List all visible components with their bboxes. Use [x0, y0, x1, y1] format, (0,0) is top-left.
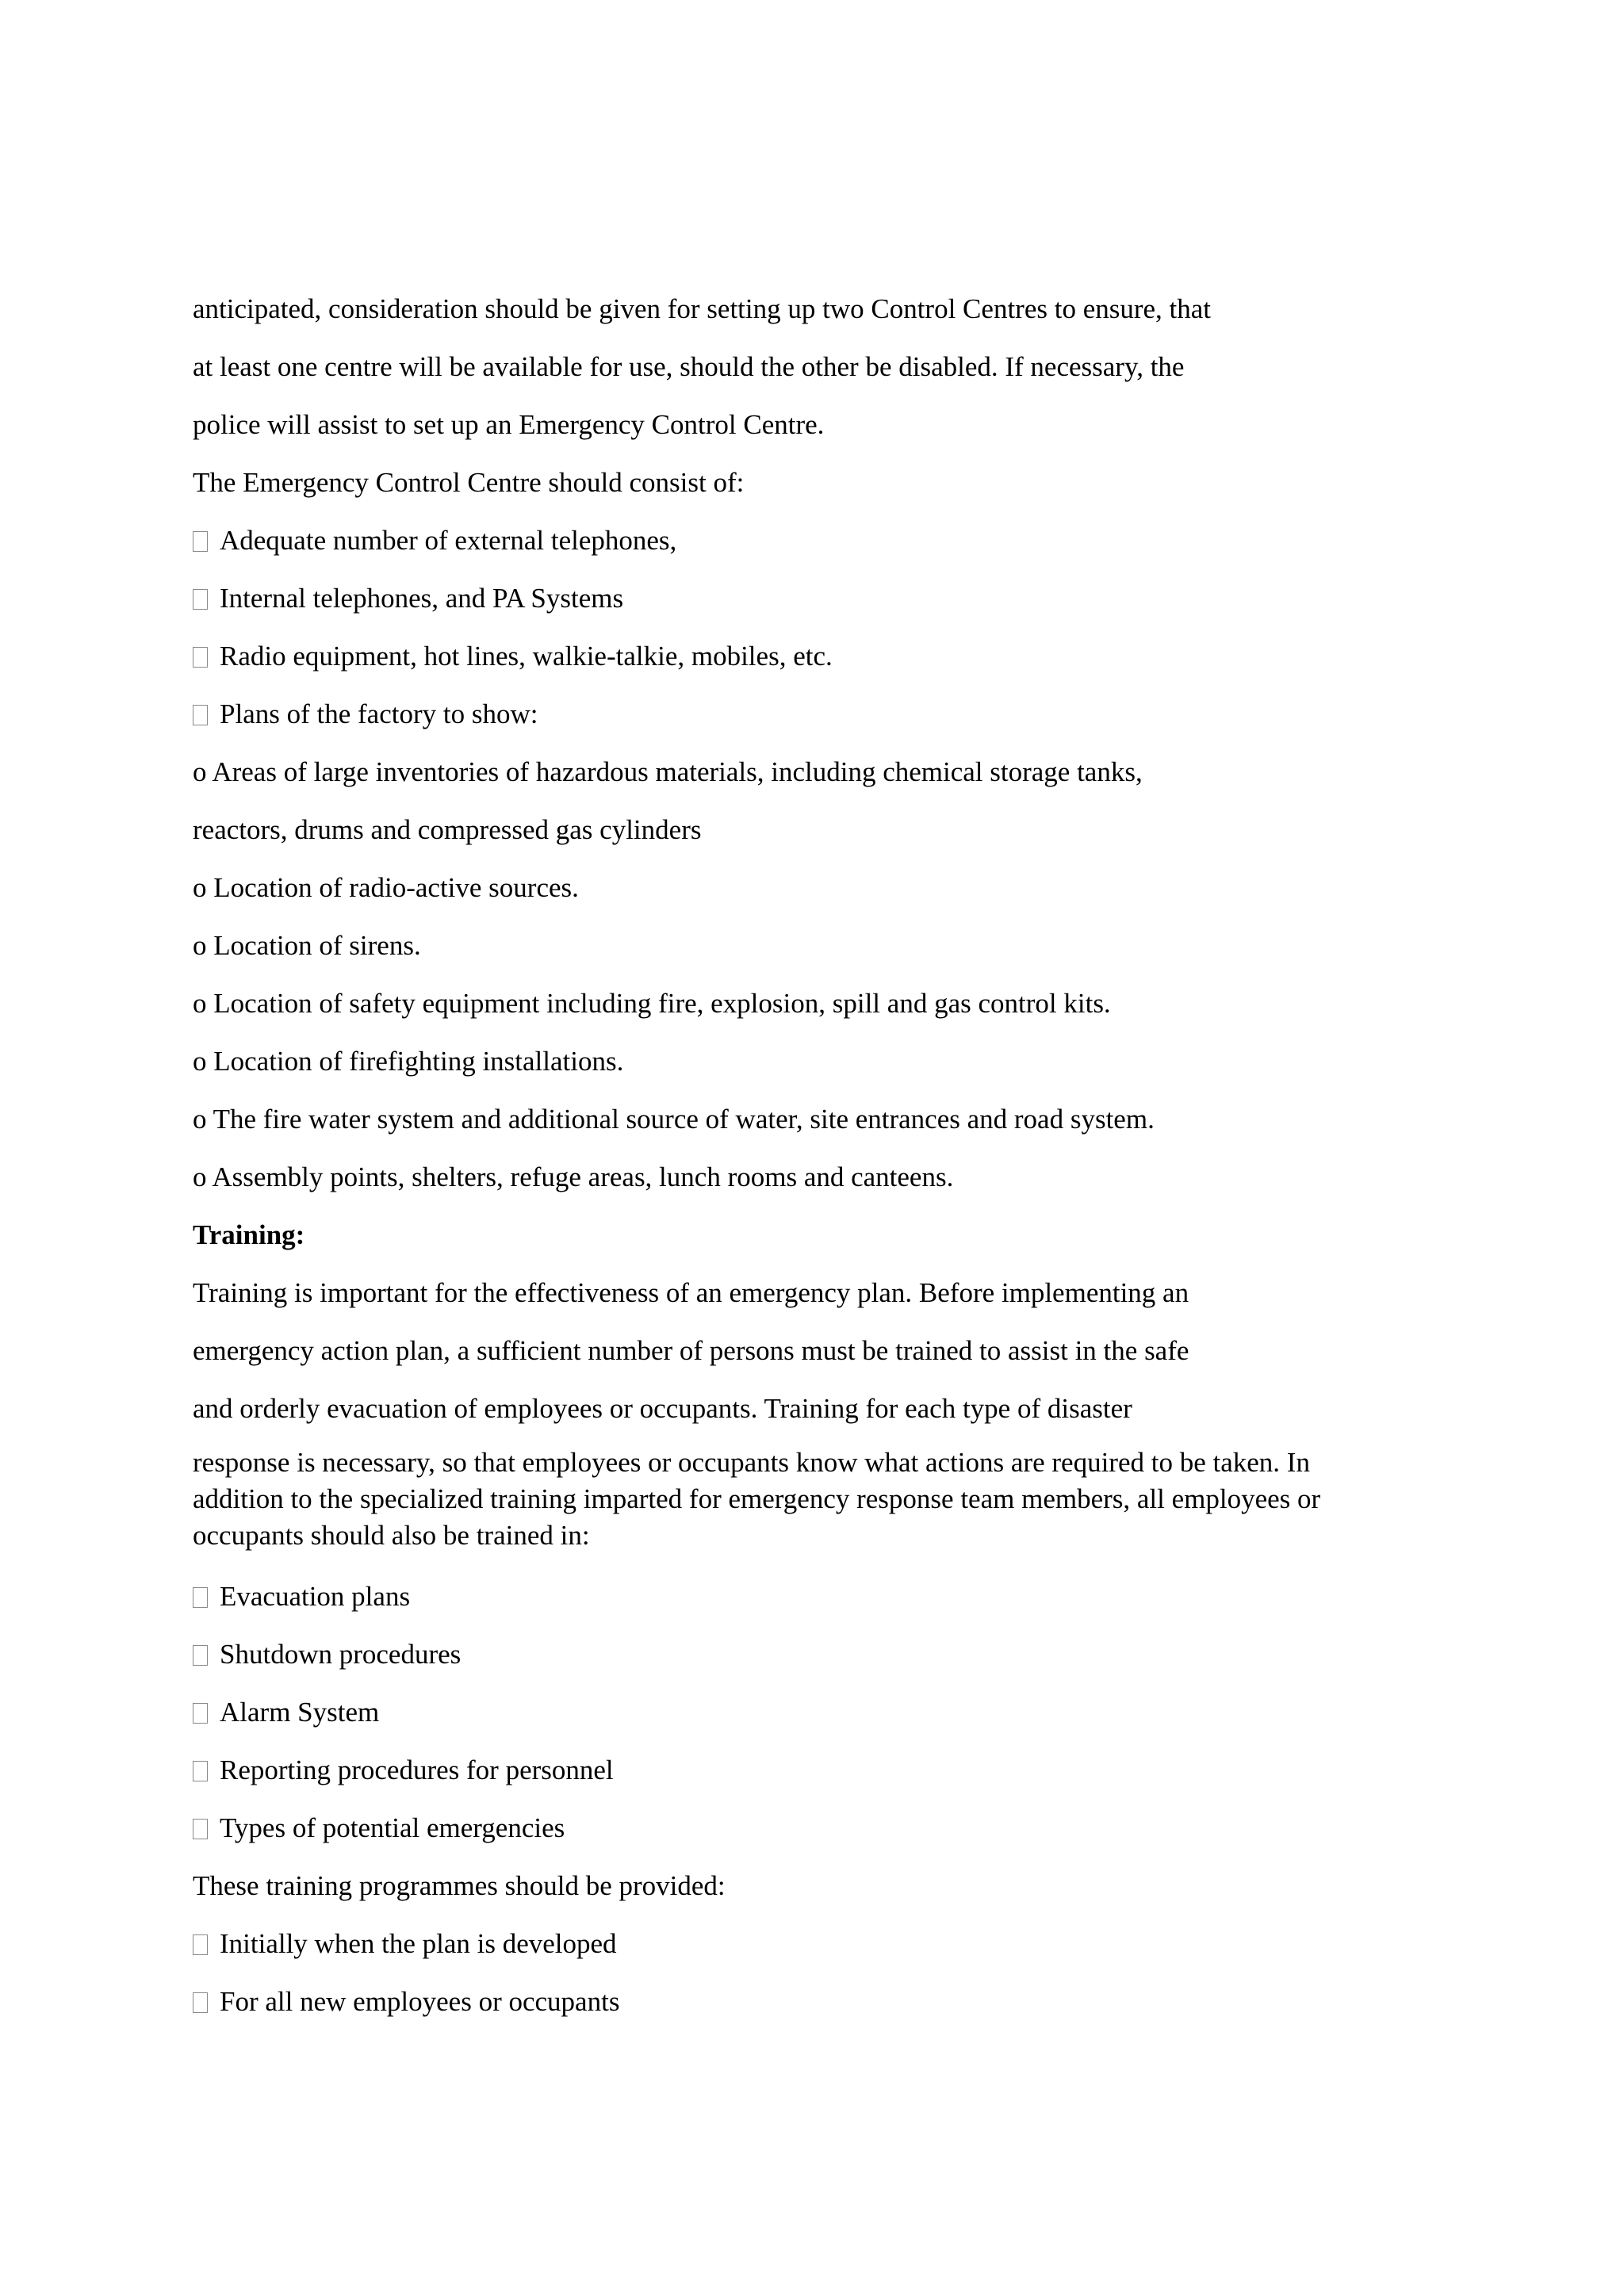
bullet-item: [193, 526, 676, 554]
list-intro-text: The Emergency Control Centre should consist of:: [193, 467, 745, 498]
checkbox-glyph-icon: [193, 1645, 208, 1666]
checkbox-glyph-icon: [193, 589, 208, 610]
bullet-item-text: Shutdown procedures: [220, 1639, 462, 1670]
body-text-line: anticipated, consideration should be given for setting up two Control Centres to ensure, that: [193, 293, 1212, 324]
bullet-item: [193, 642, 833, 670]
checkbox-glyph-icon: [193, 1761, 208, 1781]
checkbox-glyph-icon: [193, 1934, 208, 1955]
body-text-line: police will assist to set up an Emergency Control Centre.: [193, 409, 825, 440]
sub-bullet-item: o The fire water system and additional source of water, site entrances and road system.: [193, 1104, 1155, 1135]
checkbox-glyph-icon: [193, 1587, 208, 1608]
training-bullet-item: [193, 1814, 565, 1842]
bullet-item: [193, 700, 538, 728]
checkbox-glyph-icon: [193, 647, 208, 668]
checkbox-glyph-icon: [193, 705, 208, 725]
body-text-line: and orderly evacuation of employees or occupants. Training for each type of disaster: [193, 1393, 1132, 1424]
bullet-item-text: Evacuation plans: [220, 1581, 411, 1612]
training-bullet-item: [193, 1640, 461, 1668]
programmes-intro-text: These training programmes should be provided:: [193, 1870, 726, 1901]
sub-bullet-item: o Location of sirens.: [193, 930, 421, 961]
checkbox-glyph-icon: [193, 1992, 208, 2013]
bullet-item-text: Reporting procedures for personnel: [220, 1755, 614, 1785]
bullet-item-text: Initially when the plan is developed: [220, 1928, 617, 1959]
section-heading-training: Training:: [193, 1219, 305, 1250]
bullet-item-text: Internal telephones, and PA Systems: [220, 583, 624, 614]
sub-bullet-item: o Areas of large inventories of hazardous materials, including chemical storage tanks,: [193, 756, 1143, 787]
body-paragraph: response is necessary, so that employees or occupants know what actions are required to be taken. In addition to the specialized training imparted for emergency response team members, all employees or occupants should also be trained in:: [193, 1447, 1321, 1551]
checkbox-glyph-icon: [193, 1703, 208, 1724]
training-bullet-item: [193, 1756, 614, 1784]
programme-bullet-item: [193, 1988, 619, 2015]
bullet-item-text: For all new employees or occupants: [220, 1986, 620, 2017]
body-text-line: at least one centre will be available for use, should the other be disabled. If necessary, the: [193, 351, 1185, 382]
bullet-item-text: Adequate number of external telephones,: [220, 525, 677, 556]
sub-bullet-continuation: reactors, drums and compressed gas cylinders: [193, 814, 702, 845]
bullet-item: [193, 584, 623, 612]
sub-bullet-item: o Location of radio-active sources.: [193, 872, 579, 903]
sub-bullet-item: o Location of firefighting installations.: [193, 1046, 624, 1077]
bullet-item-text: Plans of the factory to show:: [220, 698, 538, 729]
checkbox-glyph-icon: [193, 531, 208, 552]
programme-bullet-item: [193, 1930, 617, 1957]
checkbox-glyph-icon: [193, 1819, 208, 1839]
body-text-line: Training is important for the effectiveness of an emergency plan. Before implementing an: [193, 1277, 1189, 1308]
training-bullet-item: [193, 1582, 410, 1610]
sub-bullet-item: o Assembly points, shelters, refuge areas, lunch rooms and canteens.: [193, 1161, 954, 1192]
bullet-item-text: Types of potential emergencies: [220, 1812, 565, 1843]
bullet-item-text: Alarm System: [220, 1697, 380, 1728]
bullet-item-text: Radio equipment, hot lines, walkie-talkie, mobiles, etc.: [220, 641, 833, 672]
training-bullet-item: [193, 1698, 379, 1726]
sub-bullet-item: o Location of safety equipment including fire, explosion, spill and gas control kits.: [193, 988, 1111, 1019]
body-text-line: emergency action plan, a sufficient number of persons must be trained to assist in the safe: [193, 1335, 1189, 1366]
